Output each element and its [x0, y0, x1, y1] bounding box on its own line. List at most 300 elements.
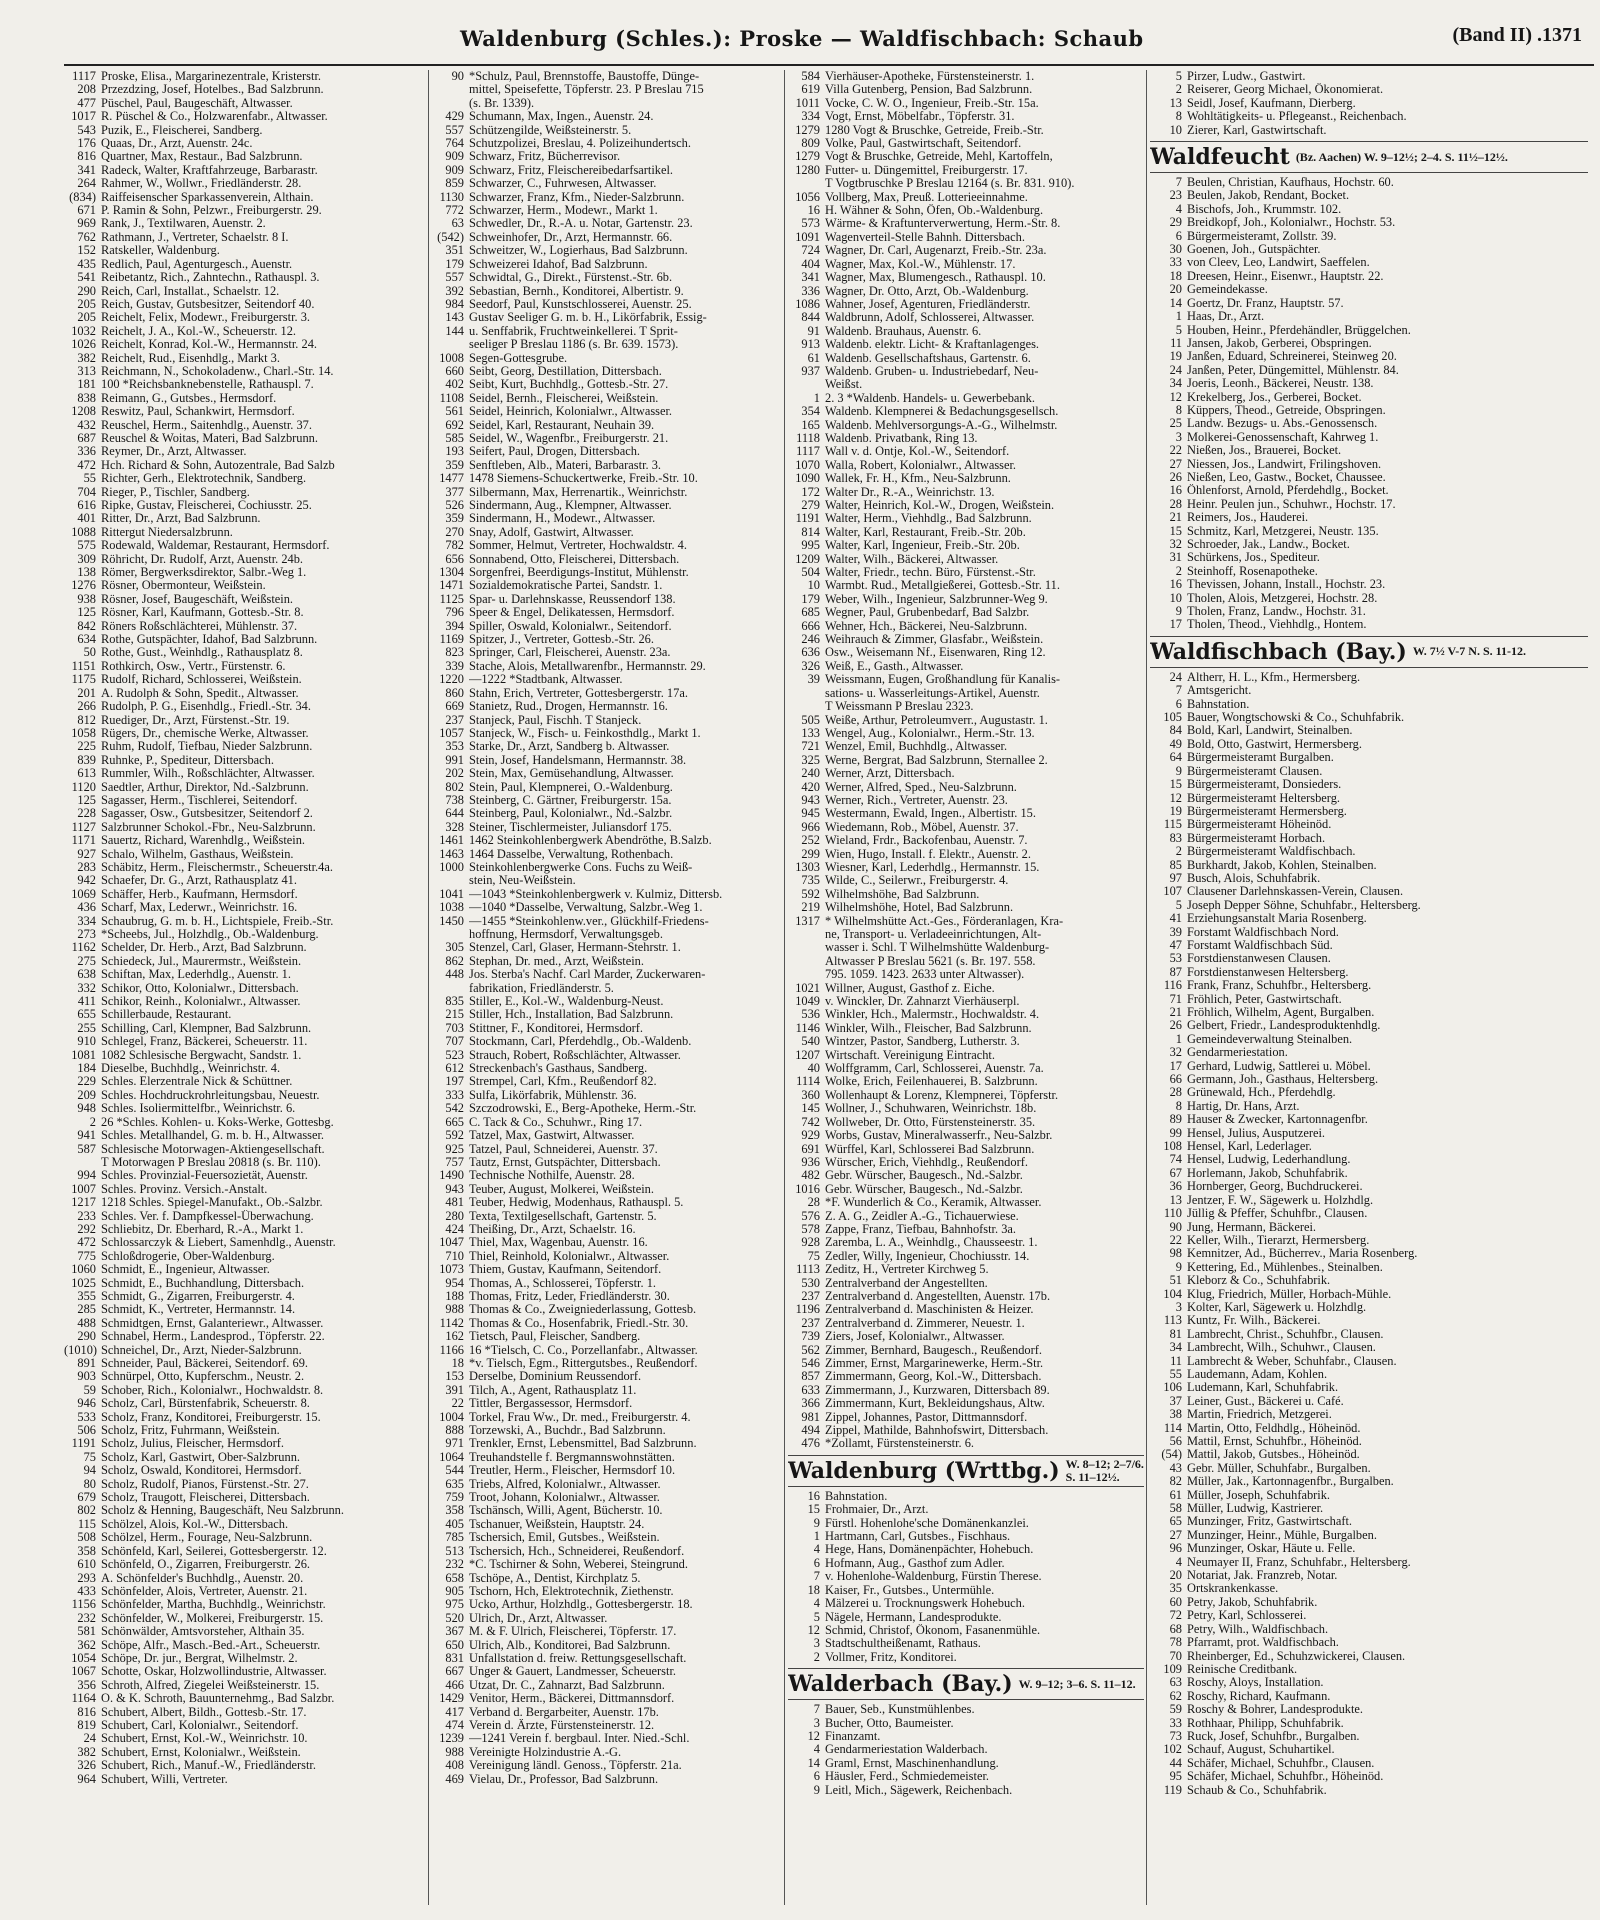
- subscriber-text: Klug, Friedrich, Müller, Horbach-Mühle.: [1187, 1287, 1392, 1301]
- subscriber-text: Schloßdrogerie, Ober-Waldenburg.: [101, 1249, 275, 1263]
- phone-number: 481: [445, 1195, 464, 1210]
- subscriber-text: Roschy, Aloys, Installation.: [1187, 1676, 1324, 1690]
- directory-entry: [432, 459, 782, 472]
- subscriber-text: C. Tack & Co., Schuhwr., Ring 17.: [469, 1115, 643, 1129]
- phone-number: 928: [801, 1235, 820, 1250]
- subscriber-text: Forstdienstanwesen Clausen.: [1187, 952, 1331, 966]
- directory-entry: [64, 526, 426, 539]
- subscriber-text: Janßen, Eduard, Schreinerei, Steinweg 20.: [1187, 350, 1397, 364]
- phone-number: 667: [445, 1664, 464, 1679]
- subscriber-text: Schroeder, Jak., Landw., Bocket.: [1187, 538, 1350, 551]
- subscriber-text: Schubert, Albert, Bildh., Gottesb.-Str. 17.: [101, 1705, 307, 1719]
- directory-entry: [1150, 1757, 1588, 1770]
- directory-entry: [64, 1572, 426, 1585]
- directory-entry: [432, 1625, 782, 1638]
- subscriber-text: Burkhardt, Jakob, Kohlen, Steinalben.: [1187, 858, 1377, 872]
- subscriber-text: Stiller, E., Kol.-W., Waldenburg-Neust.: [469, 995, 664, 1009]
- directory-entry: [64, 1411, 426, 1424]
- subscriber-text: Schützengilde, Weißsteinerstr. 5.: [469, 123, 632, 137]
- phone-number: 543: [77, 122, 96, 137]
- subscriber-text: Raiffeisenscher Sparkassenverein, Althain.: [101, 190, 314, 204]
- directory-entry: [1150, 270, 1588, 283]
- subscriber-text: T Vogtbruschke P Breslau 12164 (s. Br. 831. 910).: [825, 177, 1075, 191]
- directory-entry: [432, 968, 782, 981]
- directory-entry: [432, 1665, 782, 1678]
- directory-entry: [432, 1049, 782, 1062]
- directory-entry: [64, 1277, 426, 1290]
- phone-number: 341: [77, 162, 96, 177]
- subscriber-text: Seidl, Josef, Kaufmann, Dierberg.: [1187, 96, 1356, 110]
- directory-entry: [788, 1317, 1144, 1330]
- subscriber-text: *Schulz, Paul, Brennstoffe, Baustoffe, Dünge-: [469, 70, 700, 83]
- directory-entry: [432, 1290, 782, 1303]
- subscriber-text: Sonnabend, Otto, Fleischerei, Dittersbach.: [469, 552, 680, 566]
- directory-entry: [788, 1357, 1144, 1370]
- directory-entry: [432, 1719, 782, 1732]
- phone-number: 742: [801, 1114, 820, 1129]
- directory-entry: [1150, 310, 1588, 323]
- phone-number: 592: [801, 886, 820, 901]
- phone-number: 11: [1170, 335, 1182, 350]
- column-3-entries: [788, 70, 1144, 1451]
- phone-number: 557: [445, 270, 464, 285]
- phone-number: 85: [1169, 857, 1182, 872]
- phone-number: 644: [445, 806, 464, 821]
- section-place-name: Walderbach (Bay.): [788, 1671, 1013, 1698]
- directory-entry: [788, 177, 1144, 190]
- directory-entry: [64, 1303, 426, 1316]
- phone-number: 116: [1163, 978, 1182, 993]
- phone-number: 1054: [71, 1650, 96, 1665]
- phone-number: 839: [77, 752, 96, 767]
- directory-entry: [432, 1277, 782, 1290]
- phone-number: 367: [445, 1624, 464, 1639]
- phone-number: 542: [445, 1101, 464, 1116]
- directory-entry: [788, 982, 1144, 995]
- phone-number: 405: [445, 1516, 464, 1531]
- phone-number: 90: [1169, 1219, 1182, 1234]
- directory-entry: [788, 1035, 1144, 1048]
- phone-number: 179: [445, 256, 464, 271]
- subscriber-text: Weiße, Arthur, Petroleumverr., Augustastr. 1.: [825, 713, 1048, 727]
- phone-number: 578: [801, 1221, 820, 1236]
- phone-number: 903: [77, 1369, 96, 1384]
- directory-entry: [788, 794, 1144, 807]
- directory-entry: [64, 285, 426, 298]
- directory-entry: [64, 1491, 426, 1504]
- phone-number: [788, 687, 825, 700]
- subscriber-text: Rothkirch, Osw., Vertr., Fürstenstr. 6.: [101, 659, 286, 673]
- subscriber-text: Troot, Johann, Kolonialwr., Altwasser.: [469, 1491, 660, 1505]
- phone-number: 536: [801, 1007, 820, 1022]
- subscriber-text: Gemeindeverwaltung Steinalben.: [1187, 1032, 1353, 1046]
- phone-number: 710: [445, 1248, 464, 1263]
- volume-page-number: (Band II) .1371: [1452, 24, 1582, 46]
- subscriber-text: Rodewald, Waldemar, Restaurant, Hermsdorf.: [101, 539, 330, 553]
- phone-number: 73: [1169, 1728, 1182, 1743]
- subscriber-text: Müller, Ludwig, Kastrierer.: [1187, 1502, 1324, 1516]
- subscriber-text: Scholz, Julius, Fleischer, Hermsdorf.: [101, 1437, 284, 1451]
- directory-entry: [432, 1022, 782, 1035]
- directory-entry: [64, 1384, 426, 1397]
- directory-entry: [64, 1250, 426, 1263]
- directory-entry: [432, 566, 782, 579]
- subscriber-text: Stanjeck, W., Fisch- u. Feinkosthdlg., Markt 1.: [469, 726, 701, 740]
- directory-entry: [788, 1049, 1144, 1062]
- directory-entry: [1150, 885, 1588, 898]
- phone-number: 165: [801, 417, 820, 432]
- directory-entry: [788, 539, 1144, 552]
- subscriber-text: Ucko, Arthur, Holzhdlg., Gottesbergerstr. 18.: [469, 1598, 693, 1612]
- subscriber-text: von Cleev, Leo, Landwirt, Saeffelen.: [1187, 256, 1370, 270]
- directory-entry: [788, 311, 1144, 324]
- directory-entry: [432, 512, 782, 525]
- phone-number: 8: [1175, 109, 1182, 124]
- phone-number: 1239: [439, 1731, 464, 1746]
- subscriber-text: Dreesen, Heinr., Eisenwr., Hauptstr. 22.: [1187, 269, 1384, 283]
- phone-number: 55: [83, 471, 96, 486]
- directory-entry: [432, 1437, 782, 1450]
- phone-number: 988: [445, 1302, 464, 1317]
- directory-entry: [1150, 1127, 1588, 1140]
- phone-number: 448: [445, 967, 464, 982]
- directory-entry: [64, 70, 426, 83]
- directory-entry: [1150, 1341, 1588, 1354]
- phone-number: 757: [445, 1154, 464, 1169]
- phone-number: 1471: [439, 578, 464, 593]
- subscriber-text: Volke, Paul, Gastwirtschaft, Seitendorf.: [825, 137, 1022, 151]
- directory-entry: [64, 1585, 426, 1598]
- subscriber-text: H. Wähner & Sohn, Öfen, Ob.-Waldenburg.: [825, 204, 1044, 218]
- subscriber-text: Hch. Richard & Sohn, Autozentrale, Bad Salzb: [101, 458, 335, 472]
- directory-entry: [788, 70, 1144, 83]
- page-title: Waldenburg (Schles.): Proske — Waldfischbach: Schaub: [460, 26, 1144, 51]
- subscriber-text: 1082 Schlesische Bergwacht, Sandstr. 1.: [101, 1048, 302, 1062]
- directory-entry: [432, 432, 782, 445]
- phone-number: 561: [445, 404, 464, 419]
- directory-entry: [1150, 525, 1588, 538]
- phone-number: 359: [445, 511, 464, 526]
- directory-entry: [432, 1210, 782, 1223]
- directory-entry: [788, 1169, 1144, 1182]
- phone-number: 1142: [439, 1315, 464, 1330]
- phone-number: 417: [445, 1704, 464, 1719]
- directory-entry: [1150, 832, 1588, 845]
- subscriber-text: Bürgermeisteramt Waldfischbach.: [1187, 845, 1356, 859]
- directory-entry: [432, 110, 782, 123]
- section-entries: [1150, 671, 1588, 1797]
- directory-entry: [1150, 1221, 1588, 1234]
- phone-number: 33: [1169, 255, 1182, 270]
- phone-number: 8: [1175, 1098, 1182, 1113]
- directory-entry: [64, 1210, 426, 1223]
- subscriber-text: Schaubrug, G. m. b. H., Lichtspiele, Freib.-Str.: [101, 914, 334, 928]
- phone-number: 91: [807, 323, 820, 338]
- phone-number: 377: [445, 484, 464, 499]
- phone-number: 144: [445, 323, 464, 338]
- subscriber-text: Petry, Wilh., Waldfischbach.: [1187, 1622, 1329, 1636]
- directory-entry: [788, 1263, 1144, 1276]
- subscriber-text: Molkerei-Genossenschaft, Kahrweg 1.: [1187, 430, 1379, 444]
- phone-number: 1026: [71, 337, 96, 352]
- directory-entry: [64, 1236, 426, 1249]
- phone-number: 1127: [71, 819, 96, 834]
- directory-entry: [64, 1732, 426, 1745]
- phone-number: 703: [445, 1020, 464, 1035]
- phone-number: 176: [77, 136, 96, 151]
- phone-number: 1279: [795, 122, 820, 137]
- directory-entry: [1150, 124, 1588, 137]
- phone-number: 4: [813, 1596, 820, 1611]
- phone-number: 290: [77, 283, 96, 298]
- phone-number: 17: [1169, 617, 1182, 632]
- directory-entry: [432, 204, 782, 217]
- phone-number: 1: [1175, 309, 1182, 324]
- directory-entry: [64, 1263, 426, 1276]
- phone-number: 90: [451, 70, 464, 83]
- subscriber-text: Leiner, Gust., Bäckerei u. Café.: [1187, 1394, 1344, 1408]
- phone-number: 1113: [796, 1262, 820, 1277]
- phone-number: 557: [445, 122, 464, 137]
- subscriber-text: Kolter, Karl, Sägewerk u. Holzhdlg.: [1187, 1300, 1367, 1314]
- subscriber-text: Schelder, Dr. Herb., Arzt, Bad Salzbrunn.: [101, 941, 307, 955]
- directory-entry: [788, 392, 1144, 405]
- phone-number: 1125: [439, 591, 464, 606]
- directory-entry: [788, 566, 1144, 579]
- directory-entry: [788, 673, 1144, 686]
- subscriber-text: Goenen, Joh., Gutspächter.: [1187, 243, 1321, 257]
- phone-number: 4: [813, 1542, 820, 1557]
- phone-number: 6: [1175, 696, 1182, 711]
- subscriber-text: Bucher, Otto, Baumeister.: [825, 1716, 954, 1730]
- subscriber-text: Weiß, E., Gasth., Altwasser.: [825, 659, 964, 673]
- directory-entry: [788, 1784, 1144, 1797]
- subscriber-text: Keller, Wilh., Tierarzt, Hermersberg.: [1187, 1233, 1370, 1247]
- phone-number: (54): [1161, 1447, 1182, 1462]
- phone-number: 1162: [71, 940, 96, 955]
- directory-entry: [1150, 684, 1588, 697]
- phone-number: 1118: [796, 430, 820, 445]
- subscriber-text: Öhlenforst, Arnold, Pferdehdlg., Bocket.: [1187, 484, 1389, 498]
- subscriber-text: 1478 Siemens-Schuckertwerke, Freib.-Str. 10.: [469, 472, 698, 486]
- phone-number: 573: [801, 216, 820, 231]
- directory-entry: [1150, 578, 1588, 591]
- subscriber-text: Graml, Ernst, Maschinenhandlung.: [825, 1756, 999, 1770]
- directory-entry: [432, 714, 782, 727]
- subscriber-text: Martin, Otto, Feldhdlg., Höheinöd.: [1187, 1421, 1361, 1435]
- subscriber-text: Schürkens, Jos., Spediteur.: [1187, 551, 1320, 565]
- directory-entry: [432, 177, 782, 190]
- phone-number: 1303: [795, 859, 820, 874]
- subscriber-text: Tholen, Franz, Landw., Hochstr. 31.: [1187, 605, 1366, 619]
- directory-entry: [788, 1611, 1144, 1624]
- directory-entry: [788, 526, 1144, 539]
- subscriber-text: Scholz, Traugott, Fleischerei, Dittersbach.: [101, 1491, 310, 1505]
- phone-number: 1317: [795, 913, 820, 928]
- directory-entry: [1150, 471, 1588, 484]
- directory-entry: [1150, 1167, 1588, 1180]
- directory-entry: [1150, 792, 1588, 805]
- directory-entry: [432, 486, 782, 499]
- subscriber-text: Wollweber, Dr. Otto, Fürstensteinerstr. 35.: [825, 1115, 1036, 1129]
- subscriber-text: Fröhlich, Peter, Gastwirtschaft.: [1187, 992, 1342, 1006]
- phone-number: 964: [77, 1771, 96, 1786]
- subscriber-text: Bürgermeisteramt Höheinöd.: [1187, 818, 1332, 832]
- phone-number: 24: [1169, 362, 1182, 377]
- phone-number: 1276: [71, 578, 96, 593]
- subscriber-text: Petry, Jakob, Schuhfabrik.: [1187, 1595, 1318, 1609]
- phone-number: 857: [801, 1369, 820, 1384]
- subscriber-text: Erziehungsanstalt Maria Rosenberg.: [1187, 912, 1367, 926]
- subscriber-text: Teuber, Hedwig, Modenhaus, Rathauspl. 5.: [469, 1196, 684, 1210]
- directory-entry: [1150, 818, 1588, 831]
- subscriber-text: Tschersich, Hch., Schneiderei, Reußendorf.: [469, 1544, 685, 1558]
- subscriber-text: Tholen, Alois, Metzgerei, Hochstr. 28.: [1187, 591, 1378, 605]
- directory-entry: [432, 137, 782, 150]
- directory-entry: [64, 767, 426, 780]
- subscriber-text: Thomas & Co., Zweigniederlassung, Gottesb.: [469, 1303, 697, 1317]
- subscriber-text: Trenkler, Ernst, Lebensmittel, Bad Salzbrunn.: [469, 1437, 697, 1451]
- phone-number: 18: [451, 1356, 464, 1370]
- directory-entry: [788, 285, 1144, 298]
- directory-entry: [432, 1706, 782, 1719]
- directory-entry: [432, 901, 782, 914]
- directory-entry: [788, 1196, 1144, 1209]
- phone-number: 26: [1169, 1018, 1182, 1033]
- phone-number: 942: [77, 873, 96, 888]
- phone-number: 115: [77, 1516, 96, 1531]
- phone-number: 658: [445, 1570, 464, 1585]
- phone-number: 1450: [439, 913, 464, 928]
- directory-entry: [1150, 1194, 1588, 1207]
- subscriber-text: Schönfeld, O., Zigarren, Freiburgerstr. 26.: [101, 1558, 310, 1572]
- subscriber-text: Gebr. Würscher, Baugesch., Nd.-Salzbr.: [825, 1182, 1023, 1196]
- directory-entry: [1150, 70, 1588, 83]
- phone-number: 411: [77, 994, 96, 1009]
- directory-entry: [1150, 1033, 1588, 1046]
- directory-entry: [432, 1250, 782, 1263]
- directory-entry: [432, 258, 782, 271]
- subscriber-text: Schikor, Reinh., Kolonialwr., Altwasser.: [101, 995, 301, 1009]
- subscriber-text: Seidel, W., Wagenfbr., Freiburgerstr. 21.: [469, 431, 669, 445]
- directory-entry: [432, 955, 782, 968]
- directory-entry: [788, 593, 1144, 606]
- subscriber-text: Schlesische Motorwagen-Aktiengesellschaft.: [101, 1142, 325, 1156]
- phone-number: 819: [77, 1717, 96, 1732]
- directory-entry: [432, 1759, 782, 1772]
- directory-entry: [64, 486, 426, 499]
- phone-number: [432, 982, 469, 995]
- directory-entry: [64, 1451, 426, 1464]
- subscriber-text: Würscher, Erich, Viehhdlg., Reußendorf.: [825, 1155, 1028, 1169]
- subscriber-text: Schles. Elerzentrale Nick & Schüttner.: [101, 1075, 293, 1089]
- directory-entry: [64, 352, 426, 365]
- subscriber-text: Tittler, Bergassessor, Hermsdorf.: [469, 1397, 633, 1411]
- subscriber-text: Reichelt, Rud., Eisenhdlg., Markt 3.: [101, 351, 280, 365]
- phone-number: 859: [445, 176, 464, 191]
- directory-entry: [432, 539, 782, 552]
- subscriber-text: Seibt, Georg, Destillation, Dittersbach.: [469, 364, 662, 378]
- directory-entry: [64, 1169, 426, 1182]
- phone-number: (1010): [64, 1342, 98, 1357]
- directory-entry: [1150, 1422, 1588, 1435]
- subscriber-text: 26 *Schles. Kohlen- u. Koks-Werke, Gottesbg.: [101, 1115, 334, 1129]
- directory-entry: [432, 472, 782, 485]
- directory-entry: [1150, 458, 1588, 471]
- phone-number: 39: [807, 672, 820, 687]
- header-rule: [64, 64, 1594, 66]
- section-entries: [788, 1703, 1144, 1797]
- subscriber-text: Janßen, Peter, Düngemittel, Mühlenstr. 84.: [1187, 363, 1399, 377]
- phone-number: 802: [445, 779, 464, 794]
- phone-number: 436: [77, 900, 96, 915]
- subscriber-text: Jansen, Jakob, Gerberei, Obspringen.: [1187, 336, 1372, 350]
- phone-number: 2: [813, 1649, 820, 1664]
- subscriber-text: Reichmann, N., Schokoladenw., Charl.-Str. 14.: [101, 364, 334, 378]
- phone-number: 270: [445, 524, 464, 539]
- subscriber-text: Bauer, Wongtschowski & Co., Schuhfabrik.: [1187, 711, 1405, 725]
- directory-entry: [788, 1384, 1144, 1397]
- directory-entry: [1150, 97, 1588, 110]
- phone-number: 533: [77, 1409, 96, 1424]
- phone-number: 420: [801, 779, 820, 794]
- subscriber-text: Joeris, Leonh., Bäckerei, Neustr. 138.: [1187, 377, 1374, 391]
- subscriber-text: Tilch, A., Agent, Rathausplatz 11.: [469, 1383, 637, 1397]
- phone-number: 62: [1169, 1688, 1182, 1703]
- subscriber-text: Rösner, Obermonteur, Weißstein.: [101, 579, 266, 593]
- phone-number: 28: [807, 1195, 820, 1210]
- subscriber-text: Seedorf, Paul, Kunstschlosserei, Auenstr. 25.: [469, 297, 692, 311]
- directory-entry: [64, 1330, 426, 1343]
- directory-entry: [64, 646, 426, 659]
- phone-number: 687: [77, 430, 96, 445]
- phone-number: 1156: [71, 1597, 96, 1612]
- directory-entry: [788, 821, 1144, 834]
- subscriber-text: Rheinberger, Ed., Schuhzwickerei, Clausen.: [1187, 1649, 1406, 1663]
- directory-entry: [1150, 189, 1588, 202]
- subscriber-text: 16 *Tielsch, C. Co., Porzellanfabr., Altwasser.: [469, 1343, 698, 1357]
- subscriber-text: Schutzpolizei, Breslau, 4. Polizeihundertsch.: [469, 137, 691, 151]
- directory-entry: [788, 1250, 1144, 1263]
- phone-number: 842: [77, 618, 96, 633]
- directory-entry: [432, 1196, 782, 1209]
- phone-number: 1067: [71, 1664, 96, 1679]
- subscriber-text: Schölzel, Herm., Fourage, Neu-Salzbrunn.: [101, 1531, 313, 1545]
- subscriber-text: —1043 *Steinkohlenbergwerk v. Kulmiz, Dittersb.: [469, 887, 723, 901]
- phone-number: 1007: [71, 1181, 96, 1196]
- subscriber-text: Schwidtal, G., Direkt., Fürstenst.-Str. 6b.: [469, 271, 673, 285]
- section-heading-waldfeucht: [1150, 141, 1588, 173]
- phone-number: 215: [445, 1007, 464, 1022]
- phone-number: 172: [801, 484, 820, 499]
- subscriber-text: Rothhaar, Philipp, Schuhfabrik.: [1187, 1716, 1344, 1730]
- directory-entry: [432, 1116, 782, 1129]
- directory-entry: [432, 1411, 782, 1424]
- directory-entry: [788, 646, 1144, 659]
- phone-number: 408: [445, 1758, 464, 1773]
- directory-entry: [788, 1075, 1144, 1088]
- phone-number: 474: [445, 1717, 464, 1732]
- directory-entry: [788, 1757, 1144, 1770]
- subscriber-text: Roschy & Bohrer, Landesprodukte.: [1187, 1703, 1364, 1717]
- phone-number: 16: [1169, 483, 1182, 498]
- phone-number: 339: [445, 658, 464, 673]
- subscriber-text: Schönfelder, W., Molkerei, Freiburgerstr. 15.: [101, 1611, 324, 1625]
- directory-entry: [788, 1503, 1144, 1516]
- phone-number: 360: [801, 1087, 820, 1102]
- phone-number: 359: [445, 457, 464, 472]
- phone-number: (542): [437, 229, 464, 244]
